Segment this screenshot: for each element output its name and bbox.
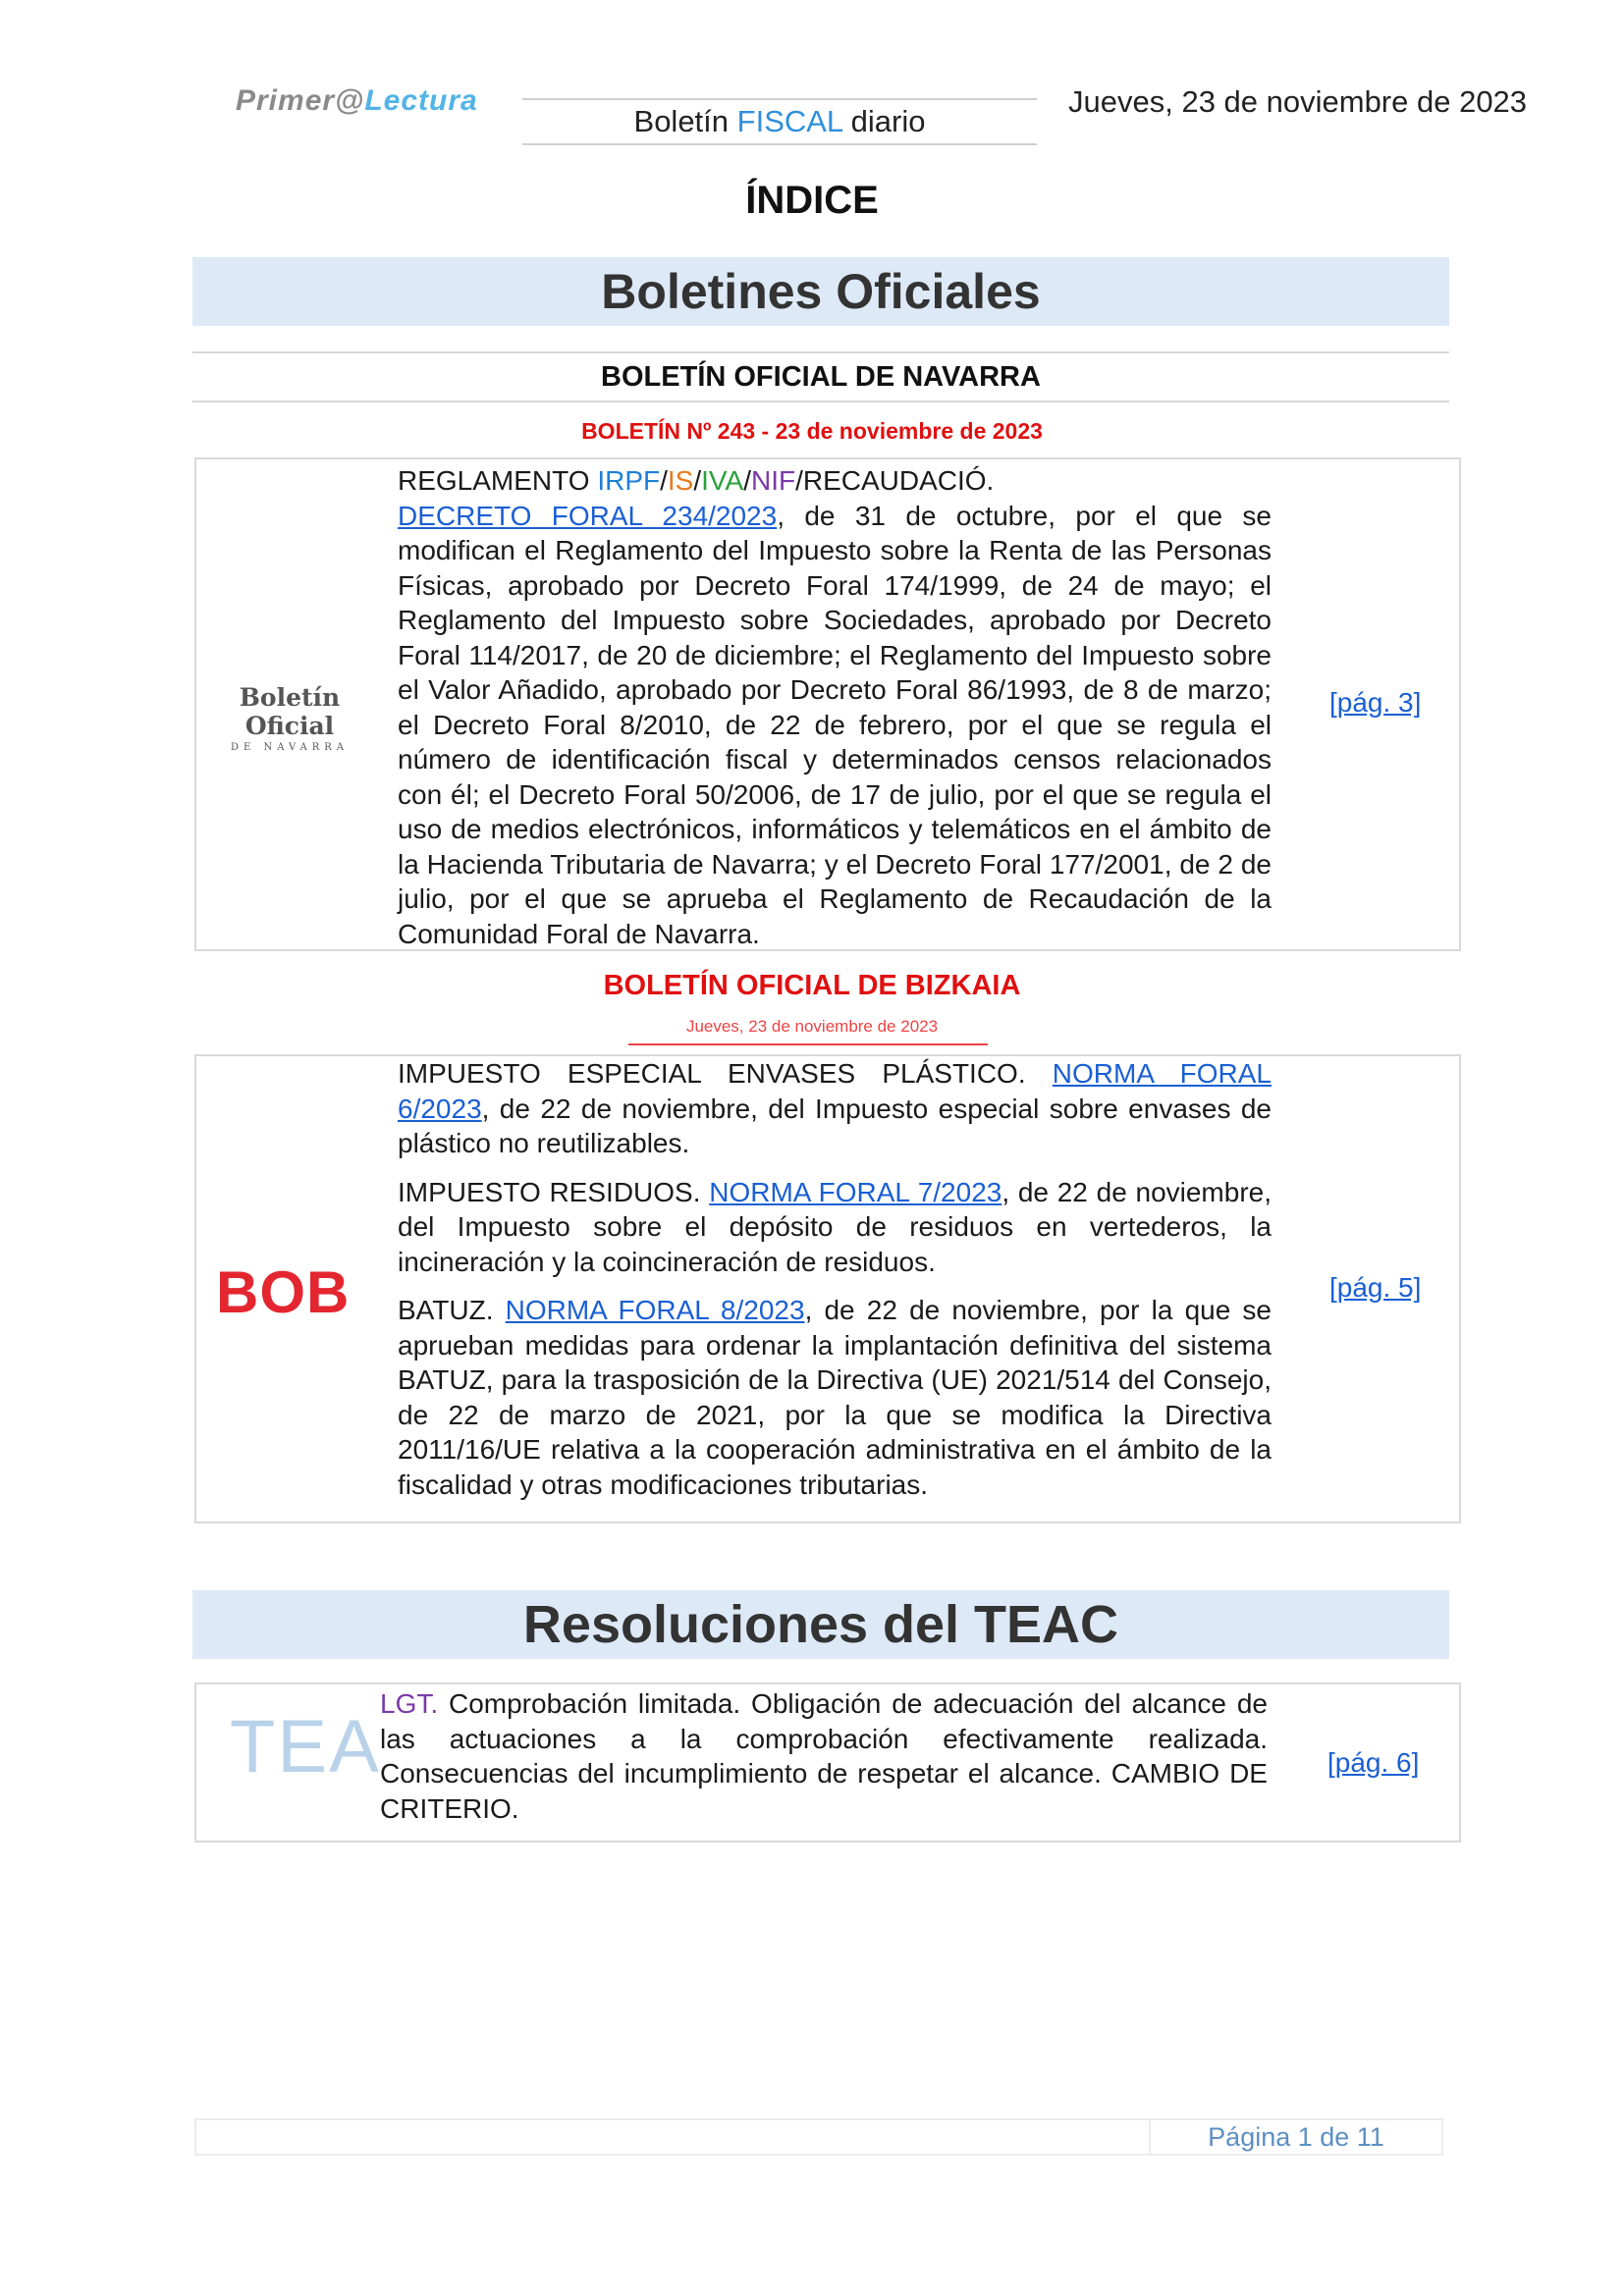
bizkaia-item [398, 1175, 1272, 1280]
norma-foral-8-link[interactable]: NORMA FORAL 8/2023 [505, 1295, 805, 1325]
decreto-foral-link[interactable]: DECRETO FORAL 234/2023 [398, 500, 778, 531]
item-sep: . [1017, 1058, 1053, 1089]
norma-foral-6-link[interactable]: NORMA FORAL 6/2023 [398, 1058, 1272, 1124]
teac-page-link[interactable]: [pág. 6] [1327, 1747, 1420, 1778]
brand-part-1: Primer@ [236, 84, 365, 117]
item-sep [493, 1295, 505, 1325]
bizkaia-page-link[interactable]: [pág. 5] [1329, 1272, 1422, 1303]
item-topic: IMPUESTO RESIDUOS. [398, 1176, 701, 1207]
item-text: , de 22 de noviembre, del Impuesto especial sobre envases de plástico no reutilizables. [398, 1093, 1272, 1158]
brand-part-2: Lectura [364, 84, 478, 117]
item-topic: BATUZ. [398, 1295, 494, 1325]
section-teac: Resoluciones del TEAC [192, 1590, 1449, 1659]
teac-entry [380, 1686, 1268, 1826]
section-boletines: Boletines Oficiales [192, 257, 1449, 326]
header-date: Jueves, 23 de noviembre de 2023 [1068, 84, 1528, 119]
topic-label: REGLAMENTO [398, 465, 598, 496]
tag-nif: NIF [750, 465, 796, 496]
title-accent: FISCAL [736, 104, 843, 138]
navarra-page-link[interactable]: [pág. 3] [1329, 687, 1422, 718]
item-text: , de 22 de noviembre, por la que se aprueban medidas para ordenar la implantación definitiva del sistema BATUZ, para la trasposición de la Directiva (UE) 2021/514 del Consejo, de 22 de marzo de 2021, por la que se modifica la Directiva 2011/16/UE relativa a la cooperación administrativa en el ámbito de la fiscalidad y otras modificaciones tributarias. [398, 1295, 1272, 1500]
bizkaia-date: Jueves, 23 de noviembre de 2023 [685, 1017, 939, 1036]
logo-line-2: DE NAVARRA [230, 742, 349, 753]
bob-logo: BOB [216, 1259, 351, 1325]
bulletin-title [522, 98, 1037, 145]
entry-text: Comprobación limitada. Obligación de adecuación del alcance de las actuaciones a la comprobación efectivamente realizada. Consecuencias del incumplimiento de respetar el alcance. [380, 1688, 1268, 1789]
page-number: Página 1 de 11 [1208, 2122, 1384, 2152]
navarra-title: BOLETÍN OFICIAL DE NAVARRA [192, 351, 1449, 402]
title-part-1: Boletín [633, 104, 737, 138]
title-part-2: diario [842, 104, 926, 138]
navarra-subtitle: BOLETÍN Nº 243 - 23 de noviembre de 2023 [581, 418, 1043, 444]
logo-line-1: Boletín Oficial [239, 683, 341, 740]
item-sep [701, 1177, 710, 1207]
topic-label-end: RECAUDACIÓ. [802, 465, 995, 496]
tag-iva: IVA [701, 465, 744, 496]
bizkaia-entries [398, 1056, 1272, 1502]
bizkaia-title: BOLETÍN OFICIAL DE BIZKAIA [603, 970, 1021, 1001]
brand-logo [236, 84, 478, 118]
entry-text: , de 31 de octubre, por el que se modifican el Reglamento del Impuesto sobre la Renta de las Personas Físicas, aprobado por Decreto Foral 174/1999, de 24 de mayo; el Reglamento del Impuesto sobre Sociedades, aprobado por Decreto Foral 114/2017, de 20 de diciembre; el Reglamento del Impuesto sobre el Valor Añadido, aprobado por Decreto Foral 86/1993, de 8 de marzo; el Decreto Foral 8/2010, de 22 de febrero, por el que se regula el número de identificación fiscal y determinados censos relacionados con él; el Decreto Foral 50/2006, de 17 de julio, por el que se regula el uso de medios electrónicos, informáticos y telemáticos en el ámbito de la Hacienda Tributaria de Navarra; y el Decreto Foral 177/2001, de 2 de julio, por el que se aprueba el Reglamento de Recaudación de la Comunidad Foral de Navarra. [398, 500, 1272, 949]
bizkaia-item [398, 1293, 1272, 1502]
lgt-tag: LGT. [380, 1688, 439, 1719]
item-topic: IMPUESTO ESPECIAL ENVASES PLÁSTICO [398, 1058, 1018, 1089]
tag-is: IS [667, 465, 694, 496]
cambio-criterio: CAMBIO DE CRITERIO. [380, 1758, 1268, 1824]
tea-logo: TEA [230, 1705, 381, 1789]
norma-foral-7-link[interactable]: NORMA FORAL 7/2023 [709, 1176, 1002, 1207]
bizkaia-date-underline [628, 1043, 988, 1045]
item-text: , de 22 de noviembre, del Impuesto sobre el depósito de residuos en vertederos, la incineración y la coincineración de residuos. [398, 1176, 1272, 1277]
boletin-navarra-logo [221, 683, 358, 753]
bizkaia-item [398, 1056, 1272, 1161]
index-title: ÍNDICE [745, 179, 879, 222]
navarra-entry: REGLAMENTO IRPF/IS/IVA/NIF/RECAUDACIÓ. DECRETO FORAL 234/2023, de 31 de octubre, por el que se modifican el Reglamento del Impuesto sobre la Renta de las Personas Físicas, aprobado por Decreto Foral 174/1999, de 24 de mayo; el Reglamento del Impuesto sobre Sociedades, aprobado por Decreto Foral 114/2017, de 20 de diciembre; el Reglamento del Impuesto sobre el Valor Añadido, aprobado por Decreto Foral 86/1993, de 8 de marzo; el Decreto Foral 8/2010, de 22 de febrero, por el que se regula el número de identificación fiscal y determinados censos relacionados con él; el Decreto Foral 50/2006, de 17 de julio, por el que se regula el uso de medios electrónicos, informáticos y telemáticos en el ámbito de la Hacienda Tributaria de Navarra; y el Decreto Foral 177/2001, de 2 de julio, por el que se aprueba el Reglamento de Recaudación de la Comunidad Foral de Navarra. [398, 465, 1272, 949]
tag-irpf: IRPF [597, 465, 661, 496]
